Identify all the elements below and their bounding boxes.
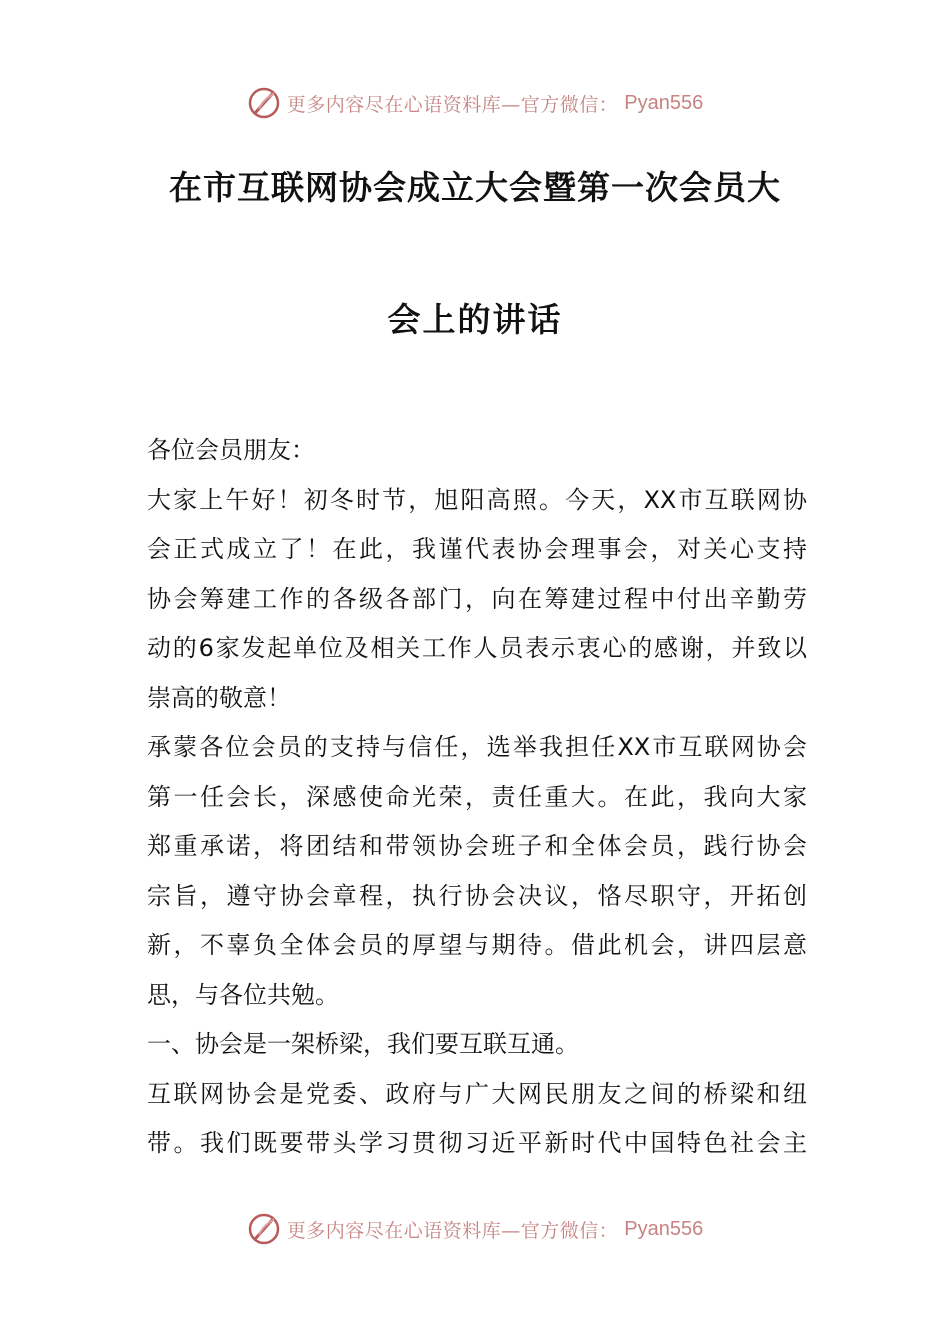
banner-wechat-id: Pyan556 bbox=[624, 1217, 704, 1240]
banner-text: 更多内容尽在心语资料库—官方微信： bbox=[286, 93, 619, 116]
text-line: 宗旨，遵守协会章程，执行协会决议，恪尽职守，开拓创 bbox=[147, 881, 807, 910]
text-line: 各位会员朋友： bbox=[147, 436, 315, 464]
text-line: 郑重承诺，将团结和带领协会班子和全体会员，践行协会 bbox=[147, 832, 807, 860]
text-line: 一、协会是一架桥梁，我们要互联互通。 bbox=[147, 1030, 579, 1058]
header-banner bbox=[0, 83, 950, 123]
quill-logo-icon bbox=[247, 1212, 281, 1246]
text-line: 思，与各位共勉。 bbox=[147, 980, 339, 1009]
text-line: 崇高的敬意！ bbox=[147, 683, 291, 712]
banner-text: 更多内容尽在心语资料库—官方微信： bbox=[286, 1219, 619, 1242]
footer-banner bbox=[0, 1209, 950, 1249]
text-line: 大家上午好！初冬时节，旭阳高照。今天，XX市互联网协 bbox=[147, 485, 807, 514]
text-line: 动的6家发起单位及相关工作人员表示衷心的感谢，并致以 bbox=[147, 634, 807, 662]
text-line: 协会筹建工作的各级各部门，向在筹建过程中付出辛勤劳 bbox=[147, 584, 807, 613]
text-line: 带。我们既要带头学习贯彻习近平新时代中国特色社会主 bbox=[147, 1129, 807, 1157]
text-line: 会正式成立了！在此，我谨代表协会理事会，对关心支持 bbox=[147, 535, 807, 563]
text-line: 第一任会长，深感使命光荣，责任重大。在此，我向大家 bbox=[147, 782, 807, 811]
text-line: 新，不辜负全体会员的厚望与期待。借此机会，讲四层意 bbox=[147, 931, 807, 959]
banner-wechat-id: Pyan556 bbox=[624, 91, 704, 114]
text-line: 承蒙各位会员的支持与信任，选举我担任XX市互联网协会 bbox=[147, 733, 807, 761]
quill-logo-icon bbox=[247, 86, 281, 120]
text-line: 互联网协会是党委、政府与广大网民朋友之间的桥梁和纽 bbox=[147, 1079, 807, 1108]
title-line-2: 会上的讲话 bbox=[387, 300, 563, 339]
title-line-1: 在市互联网协会成立大会暨第一次会员大 bbox=[169, 168, 781, 207]
speech-body bbox=[147, 426, 807, 1169]
